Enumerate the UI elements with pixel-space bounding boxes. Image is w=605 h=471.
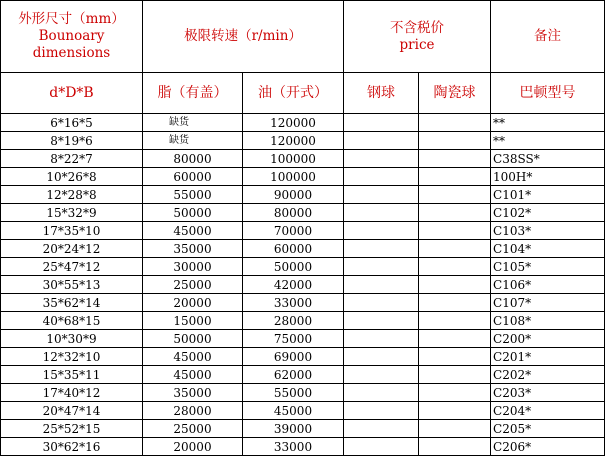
cell-model: C108*: [491, 312, 605, 330]
cell-oil-speed: 33000: [243, 294, 344, 312]
header-row: [1, 1, 605, 73]
cell-dimensions: 17*35*10: [1, 222, 143, 240]
header-dimensions: [1, 1, 143, 73]
header-speed: 极限转速（r/min）: [143, 1, 344, 73]
cell-grease-speed: 30000: [143, 258, 243, 276]
cell-grease-speed: 50000: [143, 330, 243, 348]
cell-ceramic-ball-price: [419, 150, 491, 168]
cell-ceramic-ball-price: [419, 204, 491, 222]
cell-model: C202*: [491, 366, 605, 384]
subheader-ceramic-ball: 陶瓷球: [419, 73, 491, 114]
header-dimensions-en2: dimensions: [32, 44, 111, 61]
table-row: [1, 438, 605, 456]
table-row: [1, 330, 605, 348]
table-row: [1, 312, 605, 330]
cell-ceramic-ball-price: [419, 222, 491, 240]
cell-model: C102*: [491, 204, 605, 222]
cell-oil-speed: 120000: [243, 132, 344, 150]
cell-grease-speed: 50000: [143, 204, 243, 222]
cell-oil-speed: 33000: [243, 438, 344, 456]
cell-steel-ball-price: [344, 150, 419, 168]
cell-ceramic-ball-price: [419, 438, 491, 456]
cell-steel-ball-price: [344, 348, 419, 366]
cell-model: C205*: [491, 420, 605, 438]
table-row: [1, 276, 605, 294]
cell-ceramic-ball-price: [419, 312, 491, 330]
cell-model: C201*: [491, 348, 605, 366]
cell-oil-speed: 100000: [243, 150, 344, 168]
table-row: [1, 186, 605, 204]
subheader-grease: 脂（有盖）: [143, 73, 243, 114]
cell-model: C106*: [491, 276, 605, 294]
cell-oil-speed: 90000: [243, 186, 344, 204]
cell-steel-ball-price: [344, 240, 419, 258]
cell-steel-ball-price: [344, 204, 419, 222]
cell-oil-speed: 45000: [243, 402, 344, 420]
subheader-row: [1, 73, 605, 114]
header-remark: 备注: [491, 1, 605, 73]
cell-dimensions: 17*40*12: [1, 384, 143, 402]
cell-ceramic-ball-price: [419, 186, 491, 204]
cell-ceramic-ball-price: [419, 330, 491, 348]
cell-steel-ball-price: [344, 168, 419, 186]
table-row: [1, 384, 605, 402]
cell-model: 100H*: [491, 168, 605, 186]
cell-ceramic-ball-price: [419, 384, 491, 402]
cell-dimensions: 25*47*12: [1, 258, 143, 276]
cell-grease-speed: 缺货: [143, 114, 243, 132]
cell-grease-speed: 15000: [143, 312, 243, 330]
cell-oil-speed: 62000: [243, 366, 344, 384]
subheader-dims: d*D*B: [1, 73, 143, 114]
cell-dimensions: 15*35*11: [1, 366, 143, 384]
cell-dimensions: 12*32*10: [1, 348, 143, 366]
cell-grease-speed: 45000: [143, 348, 243, 366]
table-row: [1, 240, 605, 258]
table-row: [1, 150, 605, 168]
cell-dimensions: 12*28*8: [1, 186, 143, 204]
table-row: [1, 114, 605, 132]
table-row: [1, 222, 605, 240]
cell-ceramic-ball-price: [419, 132, 491, 150]
header-price: [344, 1, 491, 73]
cell-ceramic-ball-price: [419, 168, 491, 186]
cell-model: C107*: [491, 294, 605, 312]
cell-steel-ball-price: [344, 420, 419, 438]
cell-ceramic-ball-price: [419, 258, 491, 276]
subheader-oil: 油（开式）: [243, 73, 344, 114]
cell-steel-ball-price: [344, 294, 419, 312]
cell-grease-speed: 45000: [143, 222, 243, 240]
cell-ceramic-ball-price: [419, 276, 491, 294]
table-row: [1, 258, 605, 276]
table-row: [1, 168, 605, 186]
cell-grease-speed: 55000: [143, 186, 243, 204]
header-price-cn: 不含税价: [390, 19, 445, 36]
cell-model: C206*: [491, 438, 605, 456]
table-row: [1, 420, 605, 438]
cell-steel-ball-price: [344, 366, 419, 384]
cell-oil-speed: 80000: [243, 204, 344, 222]
cell-dimensions: 30*55*13: [1, 276, 143, 294]
cell-dimensions: 40*68*15: [1, 312, 143, 330]
cell-ceramic-ball-price: [419, 420, 491, 438]
cell-model: **: [491, 132, 605, 150]
cell-ceramic-ball-price: [419, 402, 491, 420]
cell-dimensions: 15*32*9: [1, 204, 143, 222]
cell-dimensions: 20*24*12: [1, 240, 143, 258]
cell-oil-speed: 39000: [243, 420, 344, 438]
cell-grease-speed: 28000: [143, 402, 243, 420]
cell-steel-ball-price: [344, 276, 419, 294]
cell-model: C101*: [491, 186, 605, 204]
cell-ceramic-ball-price: [419, 240, 491, 258]
table-row: [1, 366, 605, 384]
cell-dimensions: 8*22*7: [1, 150, 143, 168]
cell-steel-ball-price: [344, 402, 419, 420]
cell-grease-speed: 35000: [143, 240, 243, 258]
cell-grease-speed: 45000: [143, 366, 243, 384]
cell-steel-ball-price: [344, 438, 419, 456]
cell-grease-speed: 20000: [143, 294, 243, 312]
cell-oil-speed: 70000: [243, 222, 344, 240]
cell-oil-speed: 75000: [243, 330, 344, 348]
cell-steel-ball-price: [344, 222, 419, 240]
cell-dimensions: 35*62*14: [1, 294, 143, 312]
table-row: [1, 348, 605, 366]
cell-grease-speed: 80000: [143, 150, 243, 168]
cell-grease-speed: 60000: [143, 168, 243, 186]
cell-model: C104*: [491, 240, 605, 258]
cell-steel-ball-price: [344, 186, 419, 204]
cell-steel-ball-price: [344, 312, 419, 330]
cell-dimensions: 20*47*14: [1, 402, 143, 420]
cell-dimensions: 8*19*6: [1, 132, 143, 150]
cell-model: C38SS*: [491, 150, 605, 168]
cell-model: **: [491, 114, 605, 132]
cell-oil-speed: 50000: [243, 258, 344, 276]
cell-oil-speed: 55000: [243, 384, 344, 402]
cell-model: C103*: [491, 222, 605, 240]
cell-oil-speed: 100000: [243, 168, 344, 186]
cell-steel-ball-price: [344, 384, 419, 402]
header-dimensions-en1: Bounoary: [38, 28, 105, 45]
cell-steel-ball-price: [344, 258, 419, 276]
cell-model: C204*: [491, 402, 605, 420]
cell-grease-speed: 20000: [143, 438, 243, 456]
cell-oil-speed: 42000: [243, 276, 344, 294]
cell-grease-speed: 25000: [143, 420, 243, 438]
subheader-steel-ball: 钢球: [344, 73, 419, 114]
cell-dimensions: 30*62*16: [1, 438, 143, 456]
cell-grease-speed: 缺货: [143, 132, 243, 150]
cell-ceramic-ball-price: [419, 348, 491, 366]
cell-ceramic-ball-price: [419, 294, 491, 312]
cell-ceramic-ball-price: [419, 114, 491, 132]
cell-model: C203*: [491, 384, 605, 402]
cell-steel-ball-price: [344, 132, 419, 150]
cell-dimensions: 10*26*8: [1, 168, 143, 186]
table-row: [1, 402, 605, 420]
subheader-model: 巴顿型号: [491, 73, 605, 114]
cell-model: C105*: [491, 258, 605, 276]
cell-oil-speed: 60000: [243, 240, 344, 258]
cell-dimensions: 10*30*9: [1, 330, 143, 348]
cell-model: C200*: [491, 330, 605, 348]
header-price-en: price: [399, 36, 435, 53]
cell-steel-ball-price: [344, 330, 419, 348]
cell-dimensions: 25*52*15: [1, 420, 143, 438]
cell-oil-speed: 69000: [243, 348, 344, 366]
cell-ceramic-ball-price: [419, 366, 491, 384]
table-row: [1, 204, 605, 222]
table-row: [1, 132, 605, 150]
cell-steel-ball-price: [344, 114, 419, 132]
cell-grease-speed: 35000: [143, 384, 243, 402]
cell-dimensions: 6*16*5: [1, 114, 143, 132]
cell-oil-speed: 28000: [243, 312, 344, 330]
header-dimensions-cn: 外形尺寸（mm）: [18, 11, 125, 28]
cell-oil-speed: 120000: [243, 114, 344, 132]
table-row: [1, 294, 605, 312]
cell-grease-speed: 25000: [143, 276, 243, 294]
